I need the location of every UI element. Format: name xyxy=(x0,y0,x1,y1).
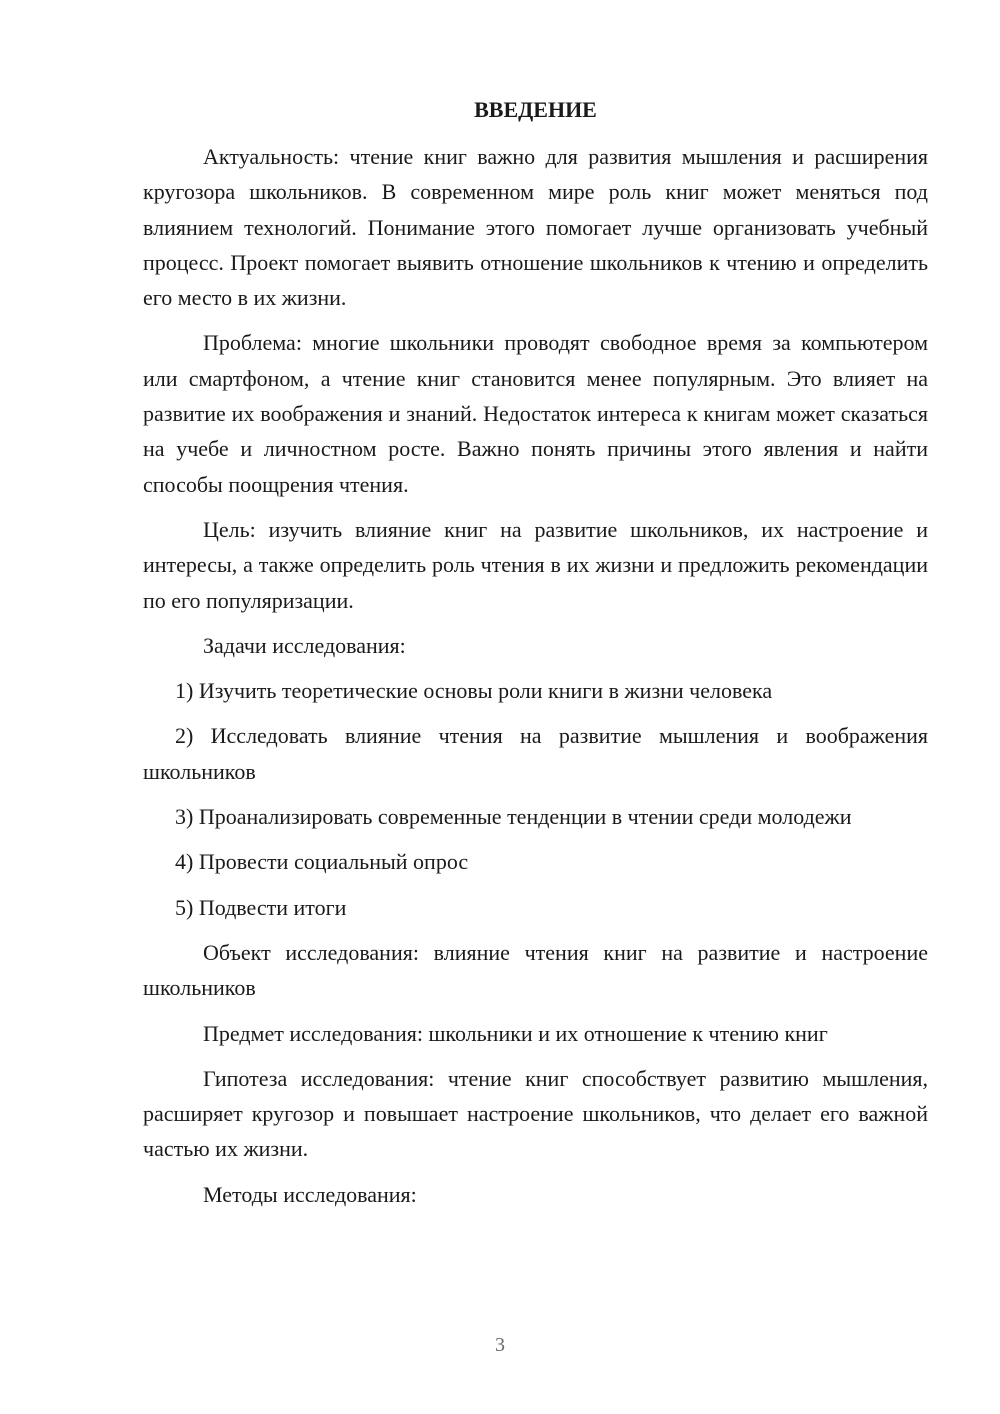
page-title: ВВЕДЕНИЕ xyxy=(474,97,597,122)
tasks-heading: Задачи исследования: xyxy=(203,632,406,658)
paragraph-object: Объект исследования: влияние чтения книг на развитие и настроение школьников xyxy=(143,939,928,1001)
document-page xyxy=(143,92,928,1222)
methods-heading: Методы исследования: xyxy=(203,1181,417,1207)
list-item-task-5: 5) Подвести итоги xyxy=(175,894,347,920)
paragraph-subject: Предмет исследования: школьники и их отношение к чтению книг xyxy=(203,1020,828,1046)
list-item-task-2: 2) Исследовать влияние чтения на развитие мышления и воображения школьников xyxy=(143,723,928,784)
list-item-task-3: 3) Проанализировать современные тенденции в чтении среди молодежи xyxy=(175,804,852,830)
list-item-task-4: 4) Провести социальный опрос xyxy=(175,849,469,875)
list-item-task-1: 1) Изучить теоретические основы роли книги в жизни человека xyxy=(175,678,773,704)
paragraph-problem: Проблема: многие школьники проводят свободное время за компьютером или смартфоном, а чтение книг становится менее популярным. Это влияет на развитие их воображения и знаний. Недостаток интереса к книгам может сказаться на учебе и личностном росте. Важно понять причины этого явления и найти способы поощрения чтения. xyxy=(143,330,928,497)
paragraph-hypothesis: Гипотеза исследования: чтение книг способствует развитию мышления, расширяет кругозор и повышает настроение школьников, что делает его важной частью их жизни. xyxy=(143,1065,928,1162)
paragraph-relevance: Актуальность: чтение книг важно для развития мышления и расширения кругозора школьников. В современном мире роль книг может меняться под влиянием технологий. Понимание этого помогает лучше организовать учебный процесс. Проект помогает выявить отношение школьников к чтению и определить его место в их жизни. xyxy=(143,144,928,311)
paragraph-goal: Цель: изучить влияние книг на развитие школьников, их настроение и интересы, а также определить роль чтения в их жизни и предложить рекомендации по его популяризации. xyxy=(143,516,928,613)
page-number: 3 xyxy=(495,1334,505,1356)
